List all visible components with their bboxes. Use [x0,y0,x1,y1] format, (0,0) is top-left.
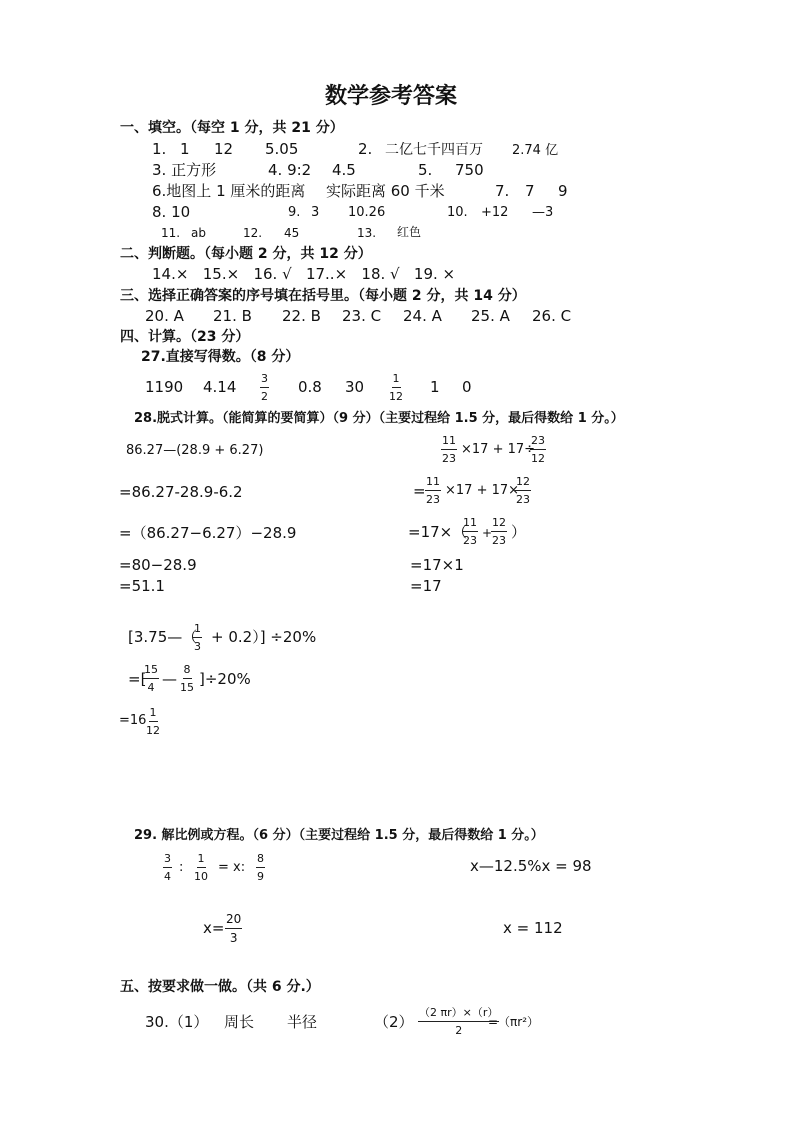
q27-answer: 30 [345,378,365,396]
q28-step: + [482,526,493,540]
answer-text: 7 [525,182,535,200]
answer-text: 12 [214,140,234,158]
q28-step: =[ [128,670,147,688]
answer-text: 5.05 [265,140,299,158]
fraction: 11 23 [426,475,440,506]
fraction: 23 12 [531,434,545,465]
choice-answer: 25. A [471,307,510,325]
answer-text: 二亿七千四百万 [385,142,483,158]
q29-step: = x: [218,860,246,875]
q28-step: ×17 + 17× [445,483,520,498]
choice-answer: 26. C [532,307,572,325]
q27-answer: 0.8 [298,378,322,396]
answer-text: 7. [495,182,510,200]
q30-text: 周长 [224,1013,255,1031]
judgement-answers: 14.× 15.× 16. √ 17..× 18. √ 19. × [152,265,456,283]
page-title: 数学参考答案 [325,84,458,109]
choice-answer: 20. A [145,307,184,325]
q27-fraction: 1 12 [389,372,403,403]
answer-text: 红色 [397,225,422,239]
q28-step: =16 [119,713,147,728]
q28-step: — [162,670,177,688]
fraction: 1 12 [146,706,160,737]
choice-answer: 21. B [213,307,252,325]
q27-answer: 1190 [145,378,184,396]
q28-step: =17 [410,577,442,595]
answer-text: 实际距离 60 千米 [326,182,445,200]
q28-step: =51.1 [119,577,165,595]
answer-text: 4.5 [332,161,356,179]
q28-step: ） [511,523,527,541]
answer-text: 12. [243,226,263,240]
q27-answer: 1 [430,378,440,396]
fraction: 8 9 [257,852,264,883]
fraction: 8 15 [180,663,194,694]
answer-text: 750 [455,161,484,179]
formula-fraction: （2 πr）×（r） 2 [419,1006,499,1037]
q28-step: =（86.27−6.27）−28.9 [119,524,297,542]
answer-text: 3 [311,205,320,220]
formula-rhs: =（πr²） [488,1015,540,1029]
answer-text: ab [191,226,206,240]
answer-text: +12 [481,205,509,220]
q28-step: =80−28.9 [119,556,197,574]
answer-text: 10.26 [348,205,386,220]
fraction: 1 10 [194,852,208,883]
q28-step: =86.27-28.9-6.2 [119,483,243,501]
fraction: 12 23 [492,516,506,547]
q28-step: 86.27—(28.9 + 6.27) [126,443,264,458]
fraction: 12 23 [516,475,530,506]
fraction: 11 23 [442,434,456,465]
q28-step: + 0.2）] ÷20% [211,628,317,646]
q28-step: [3.75—（ [128,628,198,646]
answer-text: 11. [161,226,181,240]
answer-text: 9. [288,205,301,220]
q29-step: x= [203,919,225,937]
section-3-heading: 三、选择正确答案的序号填在括号里。（每小题 2 分，共 14 分） [120,288,526,304]
answer-text: 5. [418,161,433,179]
q29-answer: x = 112 [503,919,563,937]
answer-text: 8. 10 [152,203,191,221]
answer-text: 45 [284,226,300,240]
q29-heading: 29. 解比例或方程。（6 分）（主要过程给 1.5 分，最后得数给 1 分。） [134,828,544,843]
q28-step: = [413,482,426,500]
section-2-heading: 二、判断题。（每小题 2 分，共 12 分） [120,246,372,262]
answer-text: 1. [152,140,167,158]
q27-answer: 0 [462,378,472,396]
q28-step: =17×1 [410,556,464,574]
section-4-heading: 四、计算。（23 分） [120,329,250,345]
q28-heading: 28.脱式计算。（能简算的要简算）（9 分）（主要过程给 1.5 分，最后得数给 1 分。） [134,411,624,426]
answer-text: 4. 9:2 [268,161,312,179]
q30-text: 30.（1） [145,1013,209,1031]
fraction: 3 4 [164,852,171,883]
q29-step: : [179,860,184,875]
answer-text: 9 [558,182,568,200]
answer-text: 3. 正方形 [152,161,217,179]
answer-text: —3 [532,205,554,220]
answer-text: 13. [357,226,377,240]
q29-equation: x—12.5%x = 98 [470,857,592,875]
choice-answer: 23. C [342,307,382,325]
q30-text: （2） [374,1013,414,1031]
answer-text: 10. [447,205,468,220]
q28-step: ×17 + 17÷ [461,442,536,457]
fraction: 11 23 [463,516,477,547]
q30-text: 半径 [287,1013,318,1031]
fraction: 20 3 [226,912,242,945]
section-5-heading: 五、按要求做一做。（共 6 分.） [120,979,320,995]
section-1-heading: 一、填空。（每空 1 分，共 21 分） [120,120,344,136]
answer-text: 2.74 亿 [512,143,559,158]
q27-answer: 4.14 [203,378,237,396]
fraction: 15 4 [144,663,158,694]
fraction: 1 3 [194,622,201,653]
answer-text: 1 [180,140,190,158]
choice-answer: 22. B [282,307,321,325]
answer-text: 6.地图上 1 厘米的距离 [152,182,306,200]
q27-heading: 27.直接写得数。（8 分） [141,349,300,365]
q27-fraction: 3 2 [261,372,268,403]
choice-answer: 24. A [403,307,442,325]
answer-text: 2. [358,140,373,158]
q28-step: =17×（ [408,523,468,541]
q28-step: ]÷20% [199,670,251,688]
